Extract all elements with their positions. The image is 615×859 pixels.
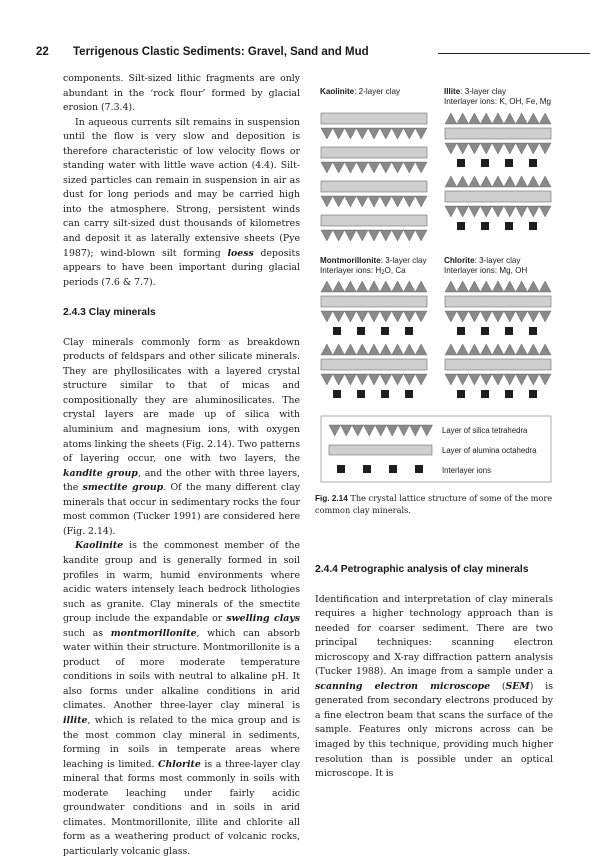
alumina-layer (445, 128, 551, 139)
interlayer-ion (363, 465, 371, 473)
silica-tetrahedron (539, 176, 551, 187)
silica-tetrahedron (375, 425, 387, 436)
silica-tetrahedron (356, 281, 368, 292)
interlayer-ions (457, 159, 537, 167)
silica-tetrahedron (457, 113, 469, 124)
silica-tetrahedron (345, 196, 357, 207)
interlayer-ion (505, 159, 513, 167)
term-chlorite: Chlorite (158, 758, 201, 770)
silica-layer-down (445, 311, 551, 322)
silica-tetrahedron (356, 162, 368, 173)
silica-layer-down (321, 374, 427, 385)
silica-tetrahedron (457, 206, 469, 217)
silica-tetrahedron (368, 162, 380, 173)
silica-tetrahedron (368, 128, 380, 139)
silica-tetrahedron (380, 344, 392, 355)
figure-2-14 (315, 80, 555, 485)
term-sem: scanning electron microscope (315, 680, 491, 692)
left-column (63, 72, 300, 859)
silica-tetrahedron (415, 230, 427, 241)
interlayer-ion (457, 159, 465, 167)
silica-tetrahedron (321, 230, 333, 241)
alumina-layer (321, 147, 427, 158)
silica-tetrahedron (368, 196, 380, 207)
silica-tetrahedron (380, 196, 392, 207)
silica-tetrahedron (380, 128, 392, 139)
interlayer-ion (357, 390, 365, 398)
silica-tetrahedron (392, 374, 404, 385)
silica-tetrahedron (415, 162, 427, 173)
silica-tetrahedron (421, 425, 433, 436)
silica-tetrahedron (392, 344, 404, 355)
legend-silica-label: Layer of silica tetrahedra (442, 426, 528, 435)
silica-tetrahedron (516, 311, 528, 322)
alumina-layer (321, 113, 427, 124)
silica-tetrahedron (527, 176, 539, 187)
silica-tetrahedron (457, 176, 469, 187)
silica-tetrahedron (527, 143, 539, 154)
montmorillonite-label: Montmorillonite: 3-layer clay (320, 256, 427, 265)
alumina-layer (445, 296, 551, 307)
silica-tetrahedron (469, 176, 481, 187)
silica-tetrahedron (504, 281, 516, 292)
silica-tetrahedron (333, 196, 345, 207)
interlayer-ions (333, 390, 413, 398)
silica-tetrahedron (469, 311, 481, 322)
silica-tetrahedron (504, 143, 516, 154)
silica-tetrahedron (457, 344, 469, 355)
silica-tetrahedron (356, 230, 368, 241)
silica-tetrahedron (492, 281, 504, 292)
silica-tetrahedron (321, 311, 333, 322)
silica-tetrahedron (469, 113, 481, 124)
interlayer-ions (457, 222, 537, 230)
silica-tetrahedron (457, 374, 469, 385)
silica-tetrahedron (492, 374, 504, 385)
silica-tetrahedron (380, 162, 392, 173)
silica-tetrahedron (516, 281, 528, 292)
silica-tetrahedron (415, 196, 427, 207)
interlayer-ion (529, 222, 537, 230)
interlayer-ion (529, 159, 537, 167)
paragraph: Clay minerals commonly form as breakdown products of feldspars and other silicate minerals. They are phyllosilicates with a layered crystal structure similar to that of micas and compositionally they are aluminosilicates. The crystal layers are made up of silica with aluminium and magnesium ions, with oxygen atoms linking the sheets (Fig. 2.14). Two patterns of layering occur, one with two layers, the kandite group, and the other with three layers, the smectite group. Of the many different clay minerals that occur in sedimentary rocks the four most common (Tucker 1991) are considered here (Fig. 2.14). (63, 336, 300, 537)
alumina-layer (321, 181, 427, 192)
kaolinite-label: Kaolinite: 2-layer clay (320, 87, 401, 96)
silica-tetrahedron (516, 113, 528, 124)
silica-tetrahedron (368, 344, 380, 355)
silica-tetrahedron (504, 176, 516, 187)
paragraph: components. Silt-sized lithic fragments are only abundant in the ‘rock flour’ formed by glacial erosion (7.3.4). (63, 73, 300, 114)
silica-tetrahedron (516, 176, 528, 187)
interlayer-ions (457, 327, 537, 335)
legend-ions-swatch (337, 465, 423, 473)
silica-tetrahedron (392, 311, 404, 322)
silica-tetrahedron (415, 311, 427, 322)
interlayer-ion (381, 327, 389, 335)
silica-layer-up (445, 344, 551, 355)
silica-tetrahedron (368, 374, 380, 385)
silica-tetrahedron (527, 113, 539, 124)
silica-tetrahedron (469, 281, 481, 292)
silica-layer-down (321, 230, 427, 241)
running-title: Terrigenous Clastic Sediments: Gravel, Sand and Mud (73, 46, 369, 58)
legend-ions-label: Interlayer ions (442, 466, 491, 475)
silica-tetrahedron (333, 311, 345, 322)
silica-tetrahedron (516, 143, 528, 154)
illite-ions: Interlayer ions: K, OH, Fe, Mg (444, 97, 552, 106)
interlayer-ion (481, 390, 489, 398)
silica-tetrahedron (333, 374, 345, 385)
silica-tetrahedron (380, 230, 392, 241)
silica-tetrahedron (380, 281, 392, 292)
silica-tetrahedron (504, 311, 516, 322)
term-sem-abbrev: SEM (505, 680, 530, 692)
silica-tetrahedron (380, 311, 392, 322)
silica-tetrahedron (321, 128, 333, 139)
page-number: 22 (36, 46, 49, 58)
silica-tetrahedron (333, 344, 345, 355)
silica-tetrahedron (321, 281, 333, 292)
silica-tetrahedron (469, 374, 481, 385)
silica-tetrahedron (368, 281, 380, 292)
silica-tetrahedron (539, 113, 551, 124)
silica-tetrahedron (480, 113, 492, 124)
silica-layer-up (321, 281, 427, 292)
silica-tetrahedron (392, 196, 404, 207)
silica-tetrahedron (403, 196, 415, 207)
silica-layer-down (321, 311, 427, 322)
montmorillonite-ions: Interlayer ions: $H_2O$, Ca (320, 266, 406, 276)
silica-tetrahedron (480, 143, 492, 154)
silica-tetrahedron (410, 425, 422, 436)
silica-tetrahedron (356, 344, 368, 355)
interlayer-ion (505, 390, 513, 398)
silica-tetrahedron (516, 206, 528, 217)
silica-tetrahedron (321, 374, 333, 385)
silica-tetrahedron (415, 344, 427, 355)
silica-tetrahedron (368, 230, 380, 241)
silica-tetrahedron (527, 344, 539, 355)
interlayer-ions (457, 390, 537, 398)
silica-tetrahedron (492, 113, 504, 124)
silica-tetrahedron (480, 311, 492, 322)
silica-tetrahedron (392, 162, 404, 173)
silica-tetrahedron (415, 374, 427, 385)
legend-alumina-label: Layer of alumina octahedra (442, 446, 537, 455)
silica-layer-down (445, 374, 551, 385)
alumina-layer (445, 191, 551, 202)
right-column (315, 563, 553, 782)
silica-tetrahedron (445, 281, 457, 292)
silica-tetrahedron (492, 206, 504, 217)
silica-tetrahedron (415, 281, 427, 292)
term-loess: loess (227, 247, 254, 259)
silica-tetrahedron (445, 176, 457, 187)
interlayer-ion (481, 222, 489, 230)
silica-tetrahedron (345, 344, 357, 355)
alumina-layer (445, 359, 551, 370)
interlayer-ion (457, 327, 465, 335)
silica-tetrahedron (527, 206, 539, 217)
silica-tetrahedron (480, 206, 492, 217)
section-heading: 2.4.3 Clay minerals (63, 307, 156, 319)
header-rule (438, 53, 590, 54)
interlayer-ion (415, 465, 423, 473)
alumina-layer (321, 215, 427, 226)
interlayer-ion (529, 327, 537, 335)
silica-tetrahedron (516, 374, 528, 385)
interlayer-ion (337, 465, 345, 473)
silica-tetrahedron (527, 374, 539, 385)
silica-tetrahedron (480, 374, 492, 385)
silica-tetrahedron (457, 281, 469, 292)
interlayer-ion (333, 327, 341, 335)
silica-tetrahedron (469, 143, 481, 154)
silica-tetrahedron (403, 230, 415, 241)
silica-tetrahedron (539, 311, 551, 322)
silica-tetrahedron (345, 128, 357, 139)
silica-tetrahedron (341, 425, 353, 436)
term-montmorillonite: montmorillonite (110, 627, 197, 639)
paragraph: Kaolinite is the commonest member of the kandite group and is generally formed in soil profiles in warm, humid environments where acidic waters intensely leach bedrock lithologies such as granite. Clay minerals of the smectite group include the expandable or swelling clays such as montmorillonite, which can absorb water within their structure. Montmorillonite is a product of more moderate temperature conditions in soils with neutral to alkaline pH. It also forms under alkaline conditions in arid climates. Another three-layer clay mineral is illite, which is related to the mica group and is the most common clay mineral in sediments, forming in soils in temperate areas where leaching is limited. Chlorite is a three-layer clay mineral that forms most commonly in soils with moderate leaching under fairly acidic groundwater conditions and in soils in arid climates. Montmorillonite, illite and chlorite all form as a weathering product of volcanic rocks, particularly volcanic glass. (63, 540, 300, 857)
silica-tetrahedron (504, 344, 516, 355)
interlayer-ion (481, 159, 489, 167)
silica-tetrahedron (368, 311, 380, 322)
silica-tetrahedron (345, 162, 357, 173)
interlayer-ion (481, 327, 489, 335)
interlayer-ion (405, 390, 413, 398)
silica-tetrahedron (527, 311, 539, 322)
silica-tetrahedron (321, 344, 333, 355)
silica-tetrahedron (445, 311, 457, 322)
silica-tetrahedron (321, 162, 333, 173)
silica-tetrahedron (345, 311, 357, 322)
silica-tetrahedron (457, 311, 469, 322)
silica-tetrahedron (415, 128, 427, 139)
interlayer-ion (381, 390, 389, 398)
running-header (36, 46, 556, 62)
silica-tetrahedron (480, 281, 492, 292)
interlayer-ion (389, 465, 397, 473)
silica-layer-down (321, 128, 427, 139)
silica-tetrahedron (539, 344, 551, 355)
silica-tetrahedron (356, 128, 368, 139)
silica-tetrahedron (392, 128, 404, 139)
legend-silica-swatch (329, 425, 433, 436)
clay-lattice-diagram (315, 80, 555, 485)
silica-layer-up (445, 113, 551, 124)
silica-tetrahedron (480, 176, 492, 187)
interlayer-ion (529, 390, 537, 398)
silica-layer-down (445, 206, 551, 217)
alumina-layer (321, 296, 427, 307)
silica-tetrahedron (352, 425, 364, 436)
silica-tetrahedron (345, 374, 357, 385)
silica-layer-up (445, 176, 551, 187)
section-heading: 2.4.4 Petrographic analysis of clay minerals (315, 564, 529, 575)
silica-tetrahedron (398, 425, 410, 436)
silica-layer-down (321, 162, 427, 173)
silica-tetrahedron (516, 344, 528, 355)
silica-tetrahedron (329, 425, 341, 436)
silica-tetrahedron (445, 344, 457, 355)
term-swelling-clays: swelling clays (226, 613, 300, 625)
silica-tetrahedron (445, 113, 457, 124)
silica-tetrahedron (445, 374, 457, 385)
silica-tetrahedron (445, 143, 457, 154)
interlayer-ion (457, 222, 465, 230)
interlayer-ion (505, 327, 513, 335)
silica-tetrahedron (364, 425, 376, 436)
silica-tetrahedron (403, 128, 415, 139)
silica-tetrahedron (403, 311, 415, 322)
silica-tetrahedron (504, 113, 516, 124)
silica-tetrahedron (469, 344, 481, 355)
silica-tetrahedron (527, 281, 539, 292)
silica-tetrahedron (403, 162, 415, 173)
silica-tetrahedron (333, 230, 345, 241)
interlayer-ion (457, 390, 465, 398)
interlayer-ions (333, 327, 413, 335)
alumina-layer (321, 359, 427, 370)
silica-tetrahedron (539, 374, 551, 385)
silica-tetrahedron (492, 311, 504, 322)
silica-tetrahedron (504, 374, 516, 385)
chlorite-label: Chlorite: 3-layer clay (444, 256, 521, 265)
legend-alumina-swatch (329, 445, 432, 455)
term-illite: illite (63, 714, 88, 726)
silica-tetrahedron (492, 176, 504, 187)
term-smectite-group: smectite group (82, 482, 164, 494)
silica-tetrahedron (539, 281, 551, 292)
interlayer-ion (357, 327, 365, 335)
silica-layer-up (445, 281, 551, 292)
silica-tetrahedron (356, 196, 368, 207)
silica-layer-up (321, 344, 427, 355)
silica-tetrahedron (333, 281, 345, 292)
silica-tetrahedron (445, 206, 457, 217)
interlayer-ion (405, 327, 413, 335)
silica-tetrahedron (492, 344, 504, 355)
interlayer-ion (333, 390, 341, 398)
silica-tetrahedron (387, 425, 399, 436)
silica-tetrahedron (504, 206, 516, 217)
term-kandite-group: kandite group (63, 467, 138, 479)
silica-layer-down (445, 143, 551, 154)
silica-tetrahedron (333, 162, 345, 173)
silica-tetrahedron (380, 374, 392, 385)
silica-tetrahedron (356, 311, 368, 322)
figure-caption: Fig. 2.14 The crystal lattice structure of some of the more common clay minerals. (315, 493, 553, 515)
silica-tetrahedron (345, 281, 357, 292)
silica-tetrahedron (392, 281, 404, 292)
silica-tetrahedron (492, 143, 504, 154)
silica-tetrahedron (469, 206, 481, 217)
silica-tetrahedron (539, 143, 551, 154)
silica-tetrahedron (392, 230, 404, 241)
silica-layer-down (321, 196, 427, 207)
silica-tetrahedron (345, 230, 357, 241)
silica-tetrahedron (356, 374, 368, 385)
silica-tetrahedron (403, 374, 415, 385)
silica-tetrahedron (480, 344, 492, 355)
silica-tetrahedron (403, 344, 415, 355)
silica-tetrahedron (321, 196, 333, 207)
silica-tetrahedron (539, 206, 551, 217)
paragraph: In aqueous currents silt remains in suspension until the flow is very slow and deposition is therefore characteristic of low velocity flows or standing water with little wave action (4.4). Silt-sized particles can remain in suspension in air as dust for long periods and may be carried high into the atmosphere. Strong, persistent winds can carry silt-sized dust thousands of kilometres and deposit it as laterally extensive sheets (Pye 1987); wind-blown silt forming loess deposits appears to have been important during glacial periods (7.6 & 7.7). (63, 116, 300, 288)
interlayer-ion (505, 222, 513, 230)
term-kaolinite: Kaolinite (75, 540, 124, 552)
silica-tetrahedron (403, 281, 415, 292)
silica-tetrahedron (333, 128, 345, 139)
chlorite-ions: Interlayer ions: Mg, OH (444, 266, 528, 275)
paragraph: Identification and interpretation of clay minerals requires a higher technology approach than is needed for coarser sediment. There are two principal techniques: scanning electron microscopy and X-ray diffraction pattern analysis (Tucker 1988). An image from a sample under a scanning electron microscope (SEM) is generated from secondary electrons produced by a fine electron beam that scans the surface of the sample. Features only microns across can be imaged by this technique, providing much higher resolution than is possible under an optical microscope. It is (315, 593, 553, 780)
illite-label: Illite: 3-layer clay (444, 87, 507, 96)
silica-tetrahedron (457, 143, 469, 154)
